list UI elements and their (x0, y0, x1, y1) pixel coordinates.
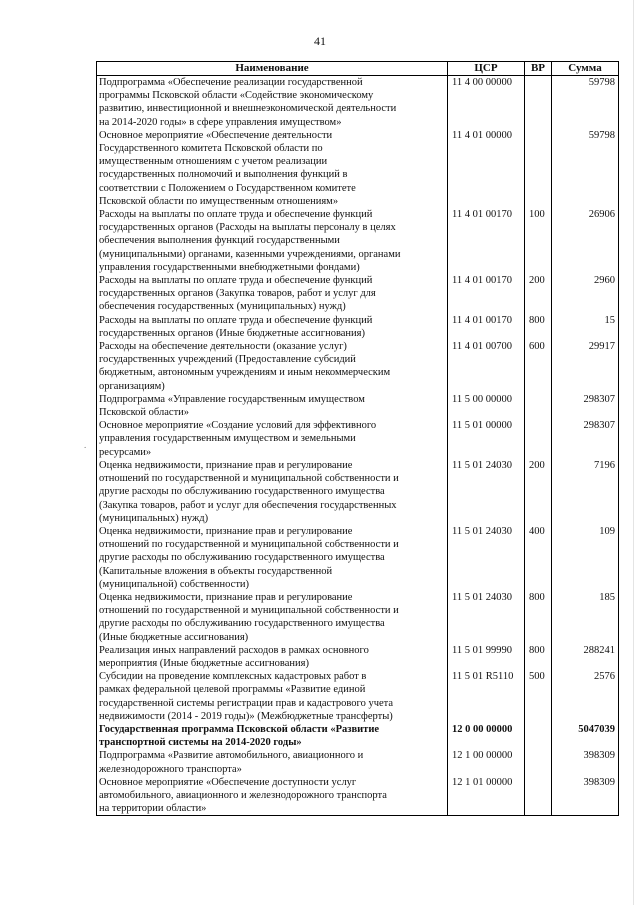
row-vr (525, 419, 552, 459)
table-row (97, 776, 619, 816)
table-body (97, 76, 619, 816)
row-sum: 2960 (552, 274, 619, 314)
row-vr: 800 (525, 644, 552, 670)
row-csr: 11 4 01 00000 (448, 129, 525, 208)
row-vr (525, 776, 552, 816)
table-header (97, 62, 619, 76)
row-vr: 800 (525, 314, 552, 340)
header-sum: Сумма (552, 62, 619, 76)
row-vr (525, 723, 552, 749)
table-row (97, 129, 619, 208)
row-name: Оценка недвижимости, признание прав и регулирование отношений по государственной и муниципальной собственности и другие расходы по обслуживанию государственного имущества (Закупка товаров, работ и услуг для обеспечения государственных (муниципальных) нужд) (97, 459, 448, 525)
budget-table (96, 61, 619, 816)
row-csr: 11 5 01 24030 (448, 525, 525, 591)
header-csr: ЦСР (448, 62, 525, 76)
table-row (97, 591, 619, 644)
row-name: Расходы на выплаты по оплате труда и обеспечение функций государственных органов (Закупка товаров, работ и услуг для обеспечения государственных (муниципальных) нужд) (97, 274, 448, 314)
row-name: Основное мероприятие «Обеспечение деятельности Государственного комитета Псковской области по имущественным отношениям с учетом реализации государственных полномочий и выполнения функций в соответствии с Положением о Государственном комитете Псковской области по имущественным отношениям» (97, 129, 448, 208)
table-row (97, 76, 619, 129)
row-csr: 11 5 01 24030 (448, 459, 525, 525)
table-row (97, 340, 619, 393)
row-name: Реализация иных направлений расходов в рамках основного мероприятия (Иные бюджетные ассигнования) (97, 644, 448, 670)
row-sum: 298307 (552, 393, 619, 419)
row-sum: 15 (552, 314, 619, 340)
row-csr: 11 5 01 00000 (448, 419, 525, 459)
row-vr: 200 (525, 459, 552, 525)
row-csr: 11 4 01 00170 (448, 208, 525, 274)
row-name: Основное мероприятие «Создание условий для эффективного управления государственным имуществом и земельными ресурсами» (97, 419, 448, 459)
row-name: Расходы на выплаты по оплате труда и обеспечение функций государственных органов (Расходы на выплаты персоналу в целях обеспечения выполнения функций государственными (муниципальными) органами, казенными учреждениями, органами управления государственными внебюджетными фондами) (97, 208, 448, 274)
row-csr: 11 4 01 00170 (448, 314, 525, 340)
row-sum: 26906 (552, 208, 619, 274)
row-name: Оценка недвижимости, признание прав и регулирование отношений по государственной и муниципальной собственности и другие расходы по обслуживанию государственного имущества (Капитальные вложения в объекты государственной (муниципальной) собственности) (97, 525, 448, 591)
header-name: Наименование (97, 62, 448, 76)
table-row (97, 525, 619, 591)
row-csr: 11 4 01 00700 (448, 340, 525, 393)
row-sum: 7196 (552, 459, 619, 525)
row-vr (525, 749, 552, 775)
row-sum: 59798 (552, 76, 619, 129)
row-sum: 288241 (552, 644, 619, 670)
row-name: Расходы на выплаты по оплате труда и обеспечение функций государственных органов (Иные бюджетные ассигнования) (97, 314, 448, 340)
header-vr: ВР (525, 62, 552, 76)
row-name: Основное мероприятие «Обеспечение доступности услуг автомобильного, авиационного и железнодорожного транспорта на территории области» (97, 776, 448, 816)
table-row (97, 749, 619, 775)
row-sum: 5047039 (552, 723, 619, 749)
row-sum: 185 (552, 591, 619, 644)
row-name: Подпрограмма «Управление государственным имуществом Псковской области» (97, 393, 448, 419)
row-name: Расходы на обеспечение деятельности (оказание услуг) государственных учреждений (Предоставление субсидий бюджетным, автономным учреждениям и иным некоммерческим организациям) (97, 340, 448, 393)
row-csr: 11 4 00 00000 (448, 76, 525, 129)
row-sum: 29917 (552, 340, 619, 393)
row-vr: 600 (525, 340, 552, 393)
scan-edge (633, 0, 634, 905)
row-name: Государственная программа Псковской области «Развитие транспортной системы на 2014-2020 годы» (97, 723, 448, 749)
row-vr (525, 76, 552, 129)
row-csr: 12 1 01 00000 (448, 776, 525, 816)
table-row (97, 274, 619, 314)
row-vr (525, 129, 552, 208)
page-number: 41 (314, 34, 326, 48)
row-sum: 59798 (552, 129, 619, 208)
table-row (97, 208, 619, 274)
row-name: Субсидии на проведение комплексных кадастровых работ в рамках федеральной целевой программы «Развитие единой государственной системы регистрации прав и кадастрового учета недвижимости (2014 - 2019 годы)» (Межбюджетные трансферты) (97, 670, 448, 723)
row-csr: 11 5 01 99990 (448, 644, 525, 670)
table-row (97, 459, 619, 525)
row-vr: 500 (525, 670, 552, 723)
table-row (97, 670, 619, 723)
row-name: Подпрограмма «Развитие автомобильного, авиационного и железнодорожного транспорта» (97, 749, 448, 775)
row-csr: 11 4 01 00170 (448, 274, 525, 314)
row-vr: 800 (525, 591, 552, 644)
row-sum: 298307 (552, 419, 619, 459)
table-row (97, 393, 619, 419)
table-row (97, 644, 619, 670)
row-vr: 200 (525, 274, 552, 314)
row-sum: 109 (552, 525, 619, 591)
row-vr: 400 (525, 525, 552, 591)
row-sum: 398309 (552, 776, 619, 816)
row-csr: 11 5 00 00000 (448, 393, 525, 419)
row-sum: 398309 (552, 749, 619, 775)
row-vr: 100 (525, 208, 552, 274)
row-vr (525, 393, 552, 419)
row-name: Подпрограмма «Обеспечение реализации государственной программы Псковской области «Содействие экономическому развитию, инвестиционной и внешнеэкономической деятельности на 2014-2020 годы» в сфере управления имуществом» (97, 76, 448, 129)
row-sum: 2576 (552, 670, 619, 723)
row-csr: 12 0 00 00000 (448, 723, 525, 749)
row-name: Оценка недвижимости, признание прав и регулирование отношений по государственной и муниципальной собственности и другие расходы по обслуживанию государственного имущества (Иные бюджетные ассигнования) (97, 591, 448, 644)
table-row (97, 723, 619, 749)
row-csr: 11 5 01 24030 (448, 591, 525, 644)
row-csr: 11 5 01 R5110 (448, 670, 525, 723)
margin-mark: . (84, 440, 87, 450)
row-csr: 12 1 00 00000 (448, 749, 525, 775)
table-row (97, 419, 619, 459)
table-row (97, 314, 619, 340)
